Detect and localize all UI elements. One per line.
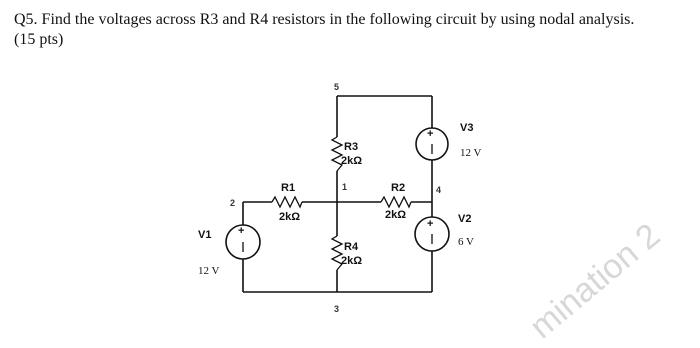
v2-name: V2 <box>458 213 472 225</box>
r4-name: R4 <box>344 241 359 253</box>
r4-value: 2kΩ <box>341 255 363 267</box>
node-1-label: 1 <box>342 182 348 192</box>
v2-plus-sign: + <box>427 218 434 230</box>
node-3-label: 3 <box>334 304 340 314</box>
v3-plus-sign: + <box>427 128 434 140</box>
v1-plus-sign: + <box>238 225 245 237</box>
question-points: (15 pts) <box>14 31 64 48</box>
r2-name: R2 <box>391 182 406 194</box>
node-2-label: 2 <box>230 198 236 208</box>
watermark: mination 2 <box>522 216 668 347</box>
node-4-label: 4 <box>436 185 442 195</box>
r1-name: R1 <box>281 182 296 194</box>
r2-resistor <box>381 197 411 207</box>
question-line-1: Q5. Find the voltages across R3 and R4 resistors in the following circuit by using nodal analysis. <box>14 11 635 28</box>
wires <box>243 96 432 292</box>
r2-value: 2kΩ <box>385 209 407 221</box>
v1-name: V1 <box>198 229 212 241</box>
v3-value: 12 V <box>460 147 482 159</box>
node-5-label: 5 <box>334 82 340 92</box>
v3-name: V3 <box>460 122 474 134</box>
v2-value: 6 V <box>458 236 474 248</box>
r1-value: 2kΩ <box>279 211 301 223</box>
r3-name: R3 <box>344 141 359 153</box>
v1-value: 12 V <box>198 265 220 277</box>
r3-value: 2kΩ <box>341 155 363 167</box>
r1-resistor <box>272 197 302 207</box>
